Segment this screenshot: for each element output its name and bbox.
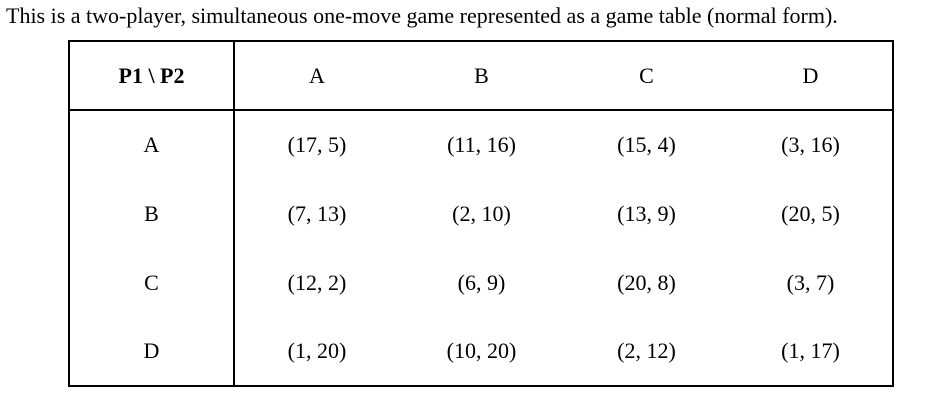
payoff-cell: (15, 4) bbox=[617, 132, 676, 157]
column-header: C bbox=[564, 41, 729, 110]
payoff-cell: (11, 16) bbox=[447, 132, 516, 157]
column-header: B bbox=[399, 41, 564, 110]
payoff-cell: (13, 9) bbox=[617, 200, 676, 226]
column-header: D bbox=[729, 41, 893, 110]
table-row bbox=[69, 317, 893, 386]
payoff-cell: (20, 8) bbox=[617, 269, 676, 295]
row-header: A bbox=[69, 110, 234, 179]
row-header: C bbox=[69, 248, 234, 317]
intro-text: This is a two-player, simultaneous one-move game represented as a game table (normal form). bbox=[6, 3, 838, 28]
table-row bbox=[69, 110, 893, 179]
payoff-table bbox=[68, 40, 894, 387]
table-row bbox=[69, 179, 893, 248]
table-row bbox=[69, 248, 893, 317]
payoff-cell: (2, 12) bbox=[564, 317, 729, 386]
payoff-cell: (1, 20) bbox=[234, 317, 399, 386]
header-row bbox=[69, 41, 893, 110]
payoff-cell: (20, 5) bbox=[729, 179, 893, 248]
row-header: D bbox=[69, 317, 234, 386]
payoff-cell: (17, 5) bbox=[287, 132, 347, 157]
payoff-cell: (6, 9) bbox=[457, 269, 506, 295]
payoff-cell: (1, 17) bbox=[729, 317, 893, 386]
payoff-cell: (2, 10) bbox=[452, 200, 511, 226]
payoff-cell: (3, 16) bbox=[729, 110, 893, 179]
column-header: A bbox=[234, 41, 399, 110]
corner-label: P1 \ P2 bbox=[69, 41, 234, 110]
payoff-cell: (12, 2) bbox=[287, 269, 347, 295]
row-header: B bbox=[69, 179, 234, 248]
payoff-cell: (3, 7) bbox=[729, 248, 893, 317]
payoff-cell: (10, 20) bbox=[399, 317, 564, 386]
payoff-cell: (7, 13) bbox=[287, 200, 347, 226]
